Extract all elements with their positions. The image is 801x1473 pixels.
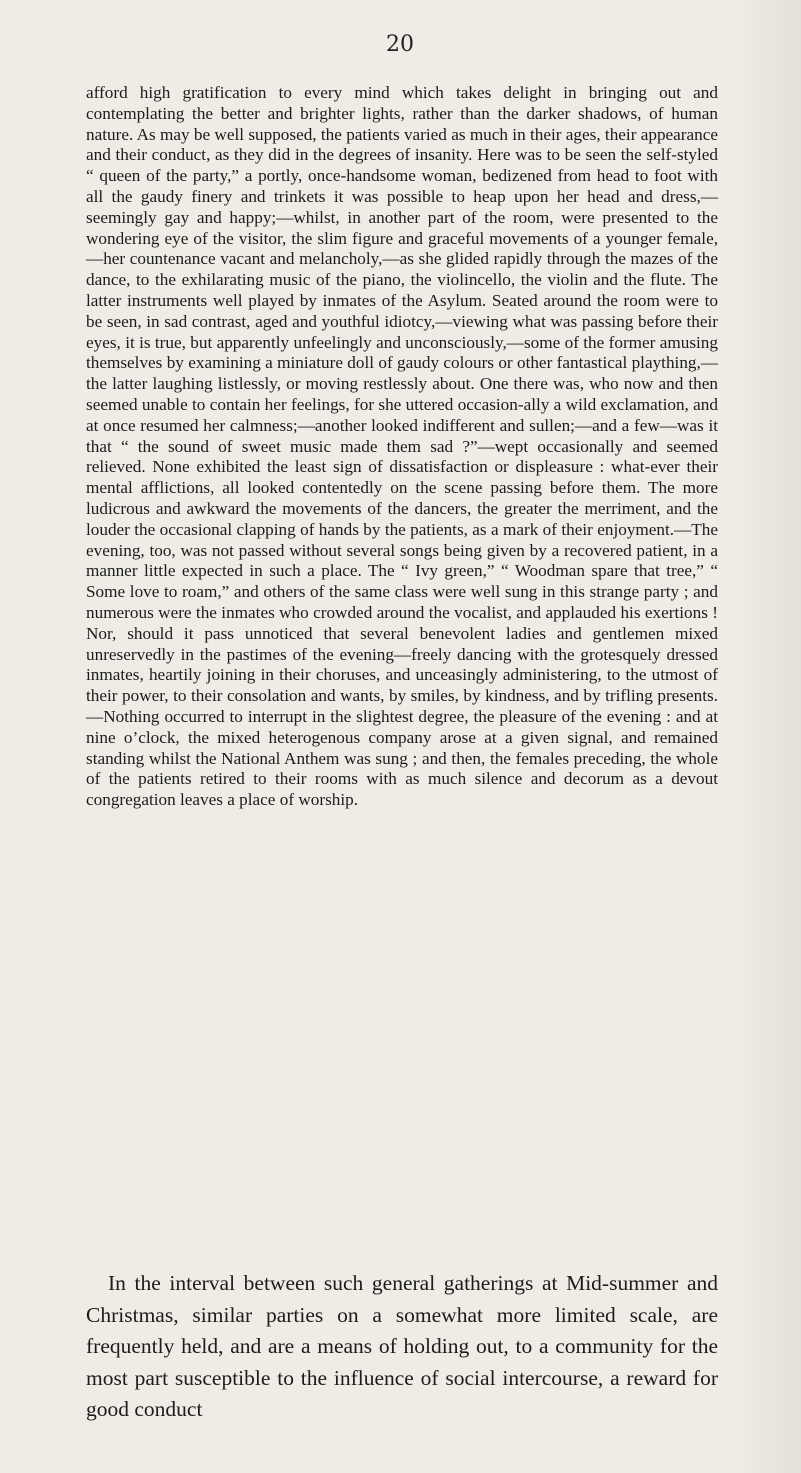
page-number: 20: [386, 32, 414, 57]
paragraph-small-type: afford high gratification to every mind which takes delight in bringing out and contemplating the better and brighter lights, rather than the darker shadows, of human nature. As may be well supposed, the patients varied as much in their ages, their appearance and their conduct, as they did in the degrees of insanity. Here was to be seen the self-styled “ queen of the party,” a portly, once-handsome woman, bedizened from head to foot with all the gaudy finery and trinkets it was possible to heap upon her head and dress,—seemingly gay and happy;—whilst, in another part of the room, were presented to the wondering eye of the visitor, the slim figure and graceful movements of a younger female,—her countenance vacant and melancholy,—as she glided rapidly through the mazes of the dance, to the exhilarating music of the piano, the violincello, the violin and the flute. The latter instruments well played by inmates of the Asylum. Seated around the room were to be seen, in sad contrast, aged and youthful idiotcy,—viewing what was passing before their eyes, it is true, but apparently unfeelingly and unconsciously,—some of the former amusing themselves by examining a miniature doll of gaudy colours or other fantastical plaything,—the latter laughing listlessly, or moving restlessly about. One there was, who now and then seemed unable to contain her feelings, for she uttered occasion-ally a wild exclamation, and at once resumed her calmness;—another looked indifferent and sullen;—and a few—was it that “ the sound of sweet music made them sad ?”—wept occasionally and seemed relieved. None exhibited the least sign of dissatisfaction or displeasure : what-ever their mental afflictions, all looked contentedly on the scene passing before them. The more ludicrous and awkward the movements of the dancers, the greater the merriment, and the louder the occasional clapping of hands by the patients, as a mark of their enjoyment.—The evening, too, was not passed without several songs being given by a recovered patient, in a manner little expected in such a place. The “ Ivy green,” “ Woodman spare that tree,” “ Some love to roam,” and others of the same class were well sung in this strange party ; and numerous were the inmates who crowded around the vocalist, and applauded his exertions ! Nor, should it pass unnoticed that several benevolent ladies and gentlemen mixed unreservedly in the pastimes of the evening—freely dancing with the grotesquely dressed inmates, heartily joining in their choruses, and unceasingly administering, to the utmost of their power, to their consolation and wants, by smiles, by kindness, and by trifling presents.—Nothing occurred to interrupt in the slightest degree, the pleasure of the evening : and at nine o’clock, the mixed heterogenous company arose at a given signal, and remained standing whilst the National Anthem was sung ; and then, the females preceding, the whole of the patients retired to their rooms with as much silence and decorum as a devout congregation leaves a place of worship.: [86, 83, 718, 810]
paragraph-large-type: In the interval between such general gatherings at Mid-summer and Christmas, similar parties on a somewhat more limited scale, are frequently held, and are a means of holding out, to a community for the most part susceptible to the influence of social intercourse, a reward for good conduct: [86, 1271, 718, 1421]
